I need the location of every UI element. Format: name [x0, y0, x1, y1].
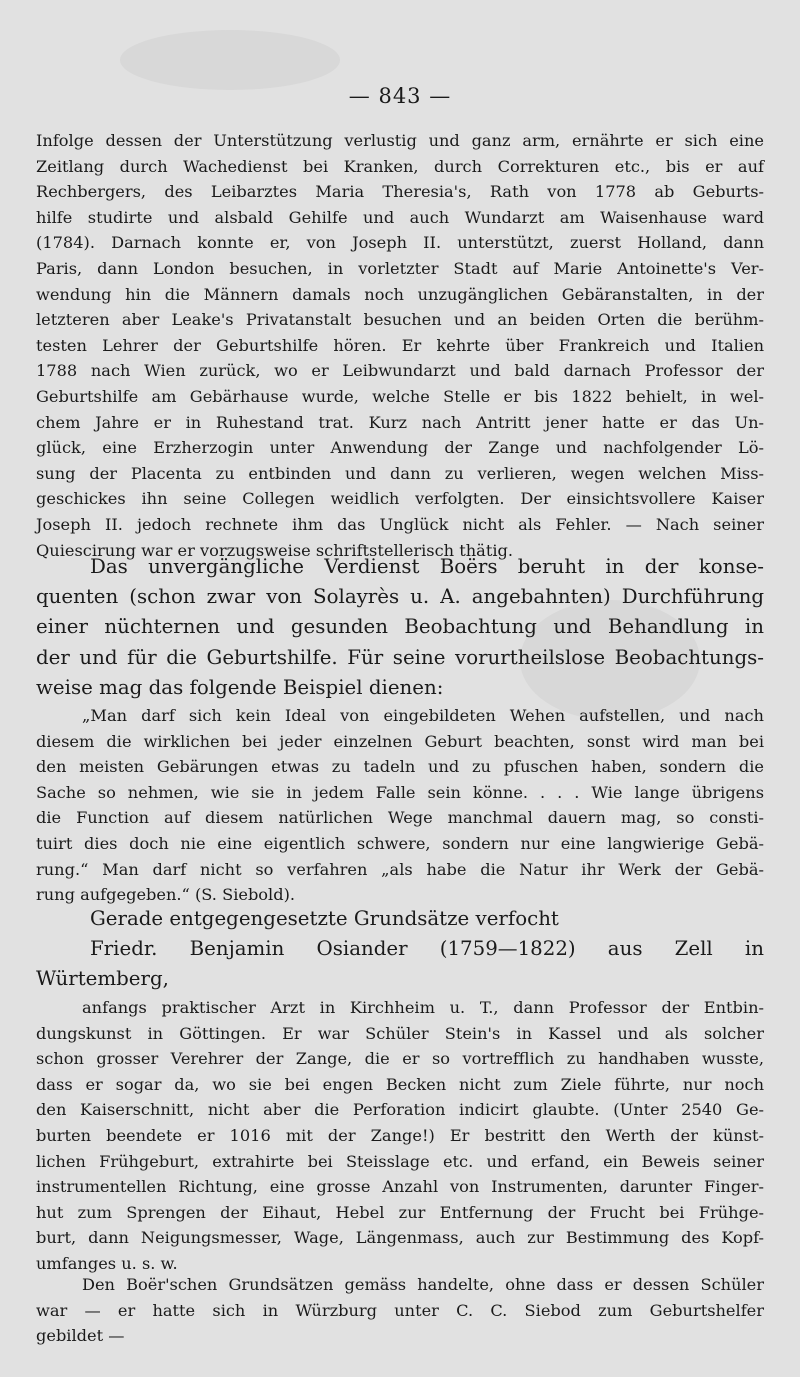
text-line: quenten (schon zwar von Solayrès u. A. angebahnten) Durchführung [36, 585, 764, 609]
text-line: hut zum Sprengen der Eihaut, Hebel zur Entfernung der Frucht bei Frühge- [36, 1202, 764, 1222]
text-line: umfanges u. s. w. [36, 1253, 178, 1273]
text-line: chem Jahre er in Ruhestand trat. Kurz nach Antritt jener hatte er das Un- [36, 412, 764, 432]
page-number: — 843 — [348, 84, 452, 108]
text-line: Sache so nehmen, wie sie in jedem Falle sein könne. . . . Wie lange übrigens [36, 782, 764, 802]
text-line: Friedr. Benjamin Osiander (1759—1822) aus Zell in [90, 937, 764, 961]
text-line: burten beendete er 1016 mit der Zange!) Er bestritt den Werth der künst- [36, 1125, 764, 1145]
paragraph-osiander-biography [36, 995, 764, 1277]
text-line: (1784). Darnach konnte er, von Joseph II. unterstützt, zuerst Holland, dann [36, 233, 764, 253]
text-line: Gerade entgegengesetzte Grundsätze verfocht [90, 907, 559, 930]
text-line: Rechbergers, des Leibarztes Maria Theresia's, Rath von 1778 ab Geburts- [36, 182, 764, 202]
text-line: dass er sogar da, wo sie bei engen Becken nicht zum Ziele führte, nur noch [36, 1074, 764, 1094]
text-line: Infolge dessen der Unterstützung verlustig und ganz arm, ernährte er sich eine [36, 131, 764, 150]
paragraph-merit [36, 552, 764, 703]
paragraph-quote [36, 703, 764, 908]
paper-stain [120, 30, 340, 90]
text-line: geschickes ihn seine Collegen weidlich verfolgten. Der einsichtsvollere Kaiser [36, 489, 764, 509]
text-line: wendung hin die Männern damals noch unzugänglichen Gebäranstalten, in der [36, 284, 764, 304]
text-line: letzteren aber Leake's Privatanstalt besuchen und an beiden Orten die berühm- [36, 310, 764, 330]
text-line: Paris, dann London besuchen, in vorletzter Stadt auf Marie Antoinette's Ver- [36, 258, 764, 278]
text-line: Quiescirung war er vorzugsweise schriftstellerisch thätig. [36, 540, 514, 560]
text-line: rung.“ Man darf nicht so verfahren „als habe die Natur ihr Werk der Gebä- [36, 859, 764, 879]
text-line: tuirt dies doch nie eine eigentlich schwere, sondern nur eine langwierige Gebä- [36, 833, 764, 853]
text-line: Den Boër'schen Grundsätzen gemäss handelte, ohne dass er dessen Schüler [82, 1275, 764, 1294]
text-line: Joseph II. jedoch rechnete ihm das Unglück nicht als Fehler. — Nach seiner [36, 514, 764, 534]
text-line: burt, dann Neigungsmesser, Wage, Längenmass, auch zur Bestimmung des Kopf- [36, 1228, 764, 1248]
text-line: anfangs praktischer Arzt in Kirchheim u. T., dann Professor der Entbin- [82, 998, 764, 1017]
text-line: lichen Frühgeburt, extrahirte bei Steisslage etc. und erfand, ein Beweis seiner [36, 1151, 764, 1171]
text-line: glück, eine Erzherzogin unter Anwendung der Zange und nachfolgender Lö- [36, 438, 764, 458]
text-line: gebildet — [36, 1326, 125, 1346]
text-line: dungskunst in Göttingen. Er war Schüler Stein's in Kassel und als solcher [36, 1023, 764, 1043]
text-line: rung aufgegeben.“ (S. Siebold). [36, 885, 296, 905]
text-line: Das unvergängliche Verdienst Boërs beruht in der konse- [90, 555, 764, 578]
text-line: Würtemberg, [36, 967, 169, 991]
text-line: instrumentellen Richtung, eine grosse Anzahl von Instrumenten, darunter Finger- [36, 1177, 764, 1197]
text-line: den Kaiserschnitt, nicht aber die Perforation indicirt glaubte. (Unter 2540 Ge- [36, 1100, 764, 1120]
text-line: hilfe studirte und alsbald Gehilfe und auch Wundarzt am Waisenhause ward [36, 207, 764, 227]
text-line: der und für die Geburtshilfe. Für seine vorurtheilslose Beobachtungs- [36, 645, 764, 669]
paragraph-biography [36, 128, 764, 563]
text-line: den meisten Gebärungen etwas zu tadeln und zu pfuschen haben, sondern die [36, 757, 764, 777]
text-line: Geburtshilfe am Gebärhause wurde, welche Stelle er bis 1822 behielt, in wel- [36, 386, 764, 406]
text-line: war — er hatte sich in Würzburg unter C. C. Siebod zum Geburtshelfer [36, 1300, 764, 1320]
paragraph-boer-followers [36, 1272, 764, 1349]
text-line: die Function auf diesem natürlichen Wege manchmal dauern mag, so consti- [36, 808, 764, 828]
text-line: diesem die wirklichen bei jeder einzelnen Geburt beachten, sonst wird man bei [36, 731, 764, 751]
text-line: schon grosser Verehrer der Zange, die er so vortrefflich zu handhaben wusste, [36, 1049, 764, 1069]
text-line: weise mag das folgende Beispiel dienen: [36, 675, 444, 699]
text-line: „Man darf sich kein Ideal von eingebildeten Wehen aufstellen, und nach [82, 706, 764, 725]
text-line: 1788 nach Wien zurück, wo er Leibwundarzt und bald darnach Professor der [36, 361, 764, 381]
paragraph-osiander-heading [36, 904, 764, 995]
text-line: einer nüchternen und gesunden Beobachtung und Behandlung in [36, 615, 764, 639]
text-line: sung der Placenta zu entbinden und dann zu verlieren, wegen welchen Miss- [36, 463, 764, 483]
text-line: Zeitlang durch Wachedienst bei Kranken, durch Correkturen etc., bis er auf [36, 156, 764, 176]
text-line: testen Lehrer der Geburtshilfe hören. Er kehrte über Frankreich und Italien [36, 335, 764, 355]
